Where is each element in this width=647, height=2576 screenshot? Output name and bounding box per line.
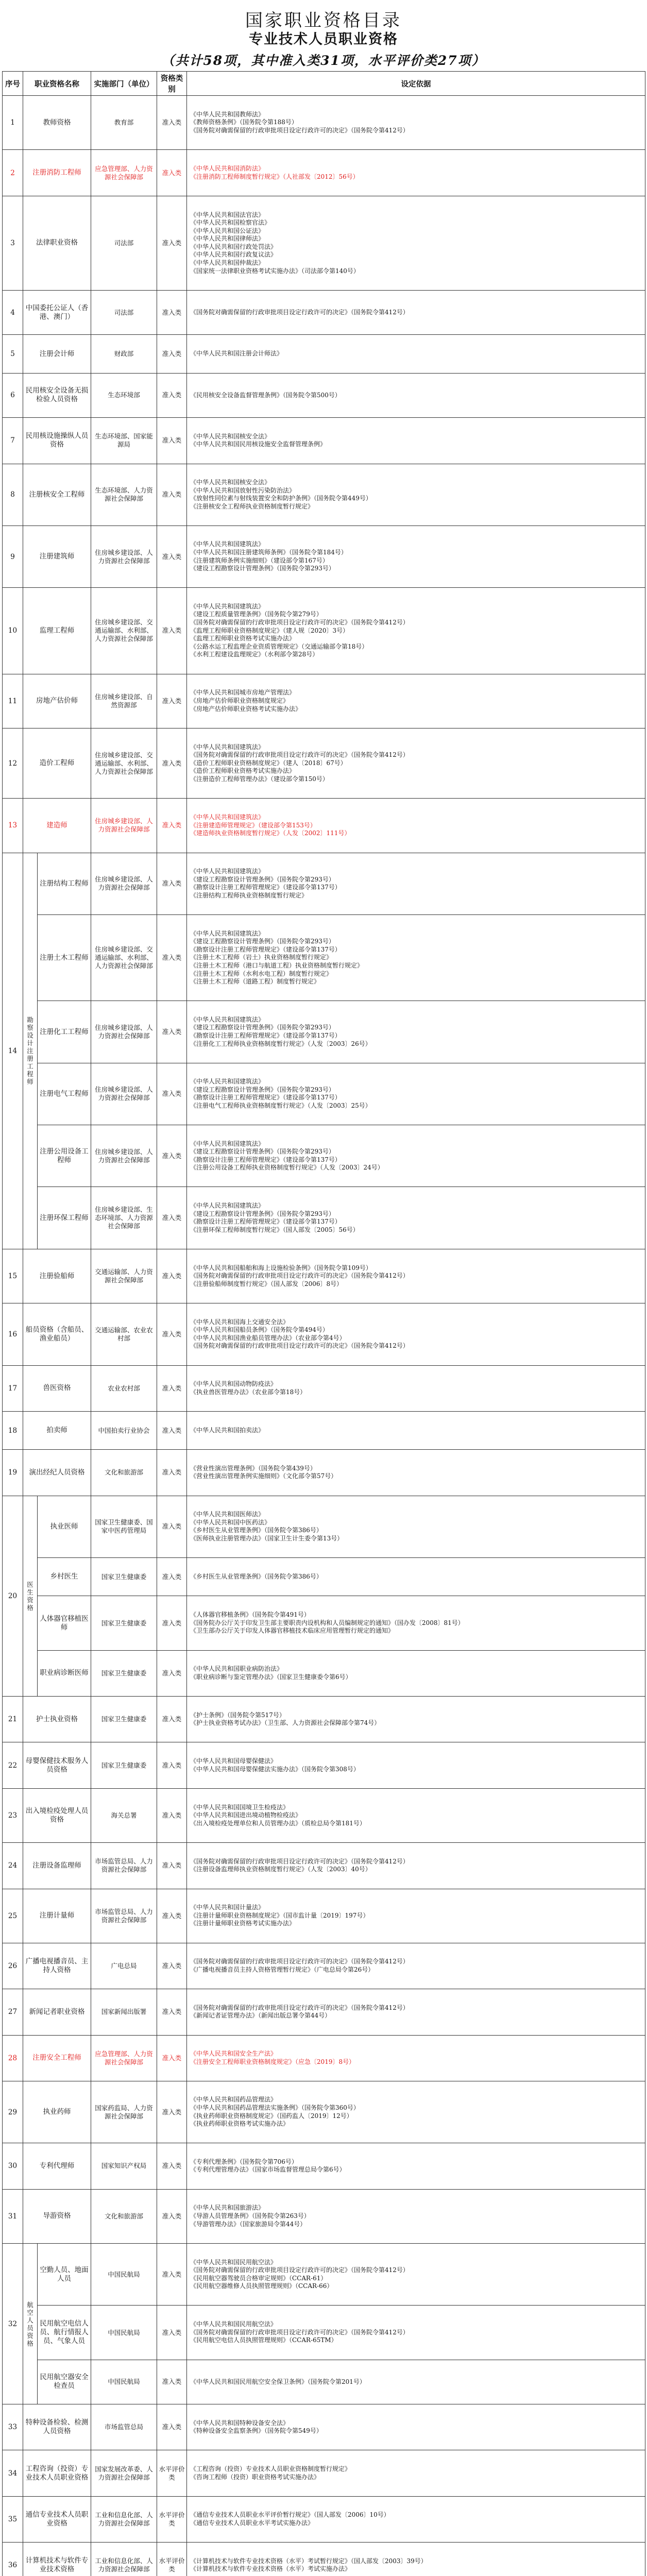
row-number: 18 — [3, 1411, 23, 1449]
department: 市场监管总局、人力资源社会保障部 — [91, 1889, 157, 1943]
qualification-name: 注册安全工程师 — [23, 2035, 91, 2081]
legal-basis: 《中华人民共和国民用航空安全保卫条例》（国务院令第201号） — [187, 2360, 645, 2404]
qualification-name: 注册建筑师 — [23, 526, 91, 587]
legal-basis: 《中华人民共和国消防法》 《注册消防工程师制度暂行规定》（人社部发〔2012〕56号） — [187, 150, 645, 196]
legal-basis: 《人体器官移植条例》（国务院令第491号） 《国务院办公厅关于印发卫生部主要职责内设机构和人员编制规定的通知》（国办发〔2008〕81号） 《卫生部办公厅关于印发人体器官移植技术临床应用管理暂行规定的通知》 — [187, 1596, 645, 1650]
qualification-name: 乡村医生 — [38, 1557, 91, 1596]
qualification-type: 准入类 — [157, 1303, 187, 1365]
row-number: 11 — [3, 674, 23, 728]
department: 国家发展改革委、人力资源社会保障部 — [91, 2450, 157, 2496]
qualification-name: 民用核设施操纵人员资格 — [23, 418, 91, 464]
qualification-name: 民用航空电信人员、航行情报人员、气象人员 — [38, 2306, 91, 2360]
legal-basis: 《中华人民共和国安全生产法》 《注册安全工程师职业资格制度规定》（应急〔2019〕8号） — [187, 2035, 645, 2081]
table-row — [3, 1557, 645, 1596]
table-row — [3, 853, 645, 914]
qualification-table — [2, 71, 645, 2576]
department: 住房城乡建设部、人力资源社会保障部 — [91, 1001, 157, 1063]
table-row — [3, 2189, 645, 2243]
legal-basis: 《专利代理条例》（国务院令第706号） 《专利代理管理办法》（国家市场监督管理总局令第6号） — [187, 2143, 645, 2189]
table-row — [3, 1411, 645, 1449]
qualification-name: 职业病诊断医师 — [38, 1650, 91, 1696]
qualification-name: 执业医师 — [38, 1496, 91, 1557]
department: 住房城乡建设部、交通运输部、水利部、人力资源社会保障部 — [91, 588, 157, 674]
qualification-name: 空勤人员、地面人员 — [38, 2244, 91, 2306]
qualification-name: 教师资格 — [23, 96, 91, 150]
table-row — [3, 291, 645, 335]
legal-basis: 《中华人民共和国核安全法》 《中华人民共和国放射性污染防治法》 《放射性同位素与射线装置安全和防护条例》（国务院令第449号） 《注册核安全工程师执业资格制度暂行规定》 — [187, 464, 645, 526]
legal-basis: 《中华人民共和国建筑法》 《国务院对确需保留的行政审批项目设定行政许可的决定》（国务院令第412号） 《造价工程师职业资格制度规定》（建人〔2018〕67号） 《造价工程师职业资格考试实施办法》 《注册造价工程师管理办法》（建设部令第150号） — [187, 728, 645, 798]
table-row — [3, 1843, 645, 1889]
qualification-name: 注册电气工程师 — [38, 1063, 91, 1125]
row-number: 22 — [3, 1742, 23, 1788]
department: 住房城乡建设部、交通运输部、水利部、人力资源社会保障部 — [91, 728, 157, 798]
row-number: 14 — [3, 853, 23, 1249]
row-number: 6 — [3, 373, 23, 417]
row-number: 26 — [3, 1943, 23, 1989]
department: 国家知识产权局 — [91, 2143, 157, 2189]
table-row — [3, 2496, 645, 2542]
qualification-type: 准入类 — [157, 335, 187, 373]
department: 住房城乡建设部、自然资源部 — [91, 674, 157, 728]
qualification-type: 准入类 — [157, 150, 187, 196]
row-number: 19 — [3, 1450, 23, 1496]
qualification-name: 注册化工工程师 — [38, 1001, 91, 1063]
table-row — [3, 588, 645, 674]
qualification-name: 母婴保健技术服务人员资格 — [23, 1742, 91, 1788]
document-summary: （共计58项，其中准入类31项，水平评价类27项） — [161, 53, 486, 68]
row-number: 13 — [3, 799, 23, 853]
legal-basis: 《中华人民共和国母婴保健法》 《中华人民共和国母婴保健法实施办法》（国务院令第308号） — [187, 1742, 645, 1788]
row-number: 25 — [3, 1889, 23, 1943]
qualification-name: 工程咨询（投资）专业技术人员职业资格 — [23, 2450, 91, 2496]
legal-basis: 《中华人民共和国建筑法》 《建设工程勘察设计管理条例》（国务院令第293号） 《勘察设计注册工程师管理规定》（建设部令第137号） 《注册化工工程师执业资格制度暂行规定》（人发〔2003〕26号） — [187, 1001, 645, 1063]
row-number: 27 — [3, 1989, 23, 2035]
department: 财政部 — [91, 335, 157, 373]
qualification-name: 执业药师 — [23, 2081, 91, 2143]
row-number: 34 — [3, 2450, 23, 2496]
legal-basis: 《中华人民共和国建筑法》 《建设工程勘察设计管理条例》（国务院令第293号） 《勘察设计注册工程师管理规定》（建设部令第137号） 《注册结构工程师执业资格制度暂行规定》 — [187, 853, 645, 914]
qualification-name: 中国委托公证人（香港、澳门） — [23, 291, 91, 335]
header-basis: 设定依据 — [187, 72, 645, 96]
qualification-name: 房地产估价师 — [23, 674, 91, 728]
department: 住房城乡建设部、生态环境部、人力资源社会保障部 — [91, 1187, 157, 1249]
department: 交通运输部、农业农村部 — [91, 1303, 157, 1365]
department: 住房城乡建设部、人力资源社会保障部 — [91, 853, 157, 914]
qualification-name: 注册验船师 — [23, 1249, 91, 1303]
table-row — [3, 1063, 645, 1125]
department: 应急管理部、人力资源社会保障部 — [91, 2035, 157, 2081]
row-number: 33 — [3, 2404, 23, 2450]
row-number: 24 — [3, 1843, 23, 1889]
row-number: 17 — [3, 1365, 23, 1411]
legal-basis: 《通信专业技术人员职业水平评价暂行规定》（国人部发〔2006〕10号） 《通信专业技术人员职业水平考试实施办法》 — [187, 2496, 645, 2542]
row-number: 36 — [3, 2543, 23, 2576]
qualification-name: 注册会计师 — [23, 335, 91, 373]
legal-basis: 《中华人民共和国国境卫生检疫法》 《中华人民共和国进出境动植物检疫法》 《出入境检疫处理单位和人员管理办法》（质检总局令第181号） — [187, 1788, 645, 1842]
legal-basis: 《中华人民共和国计量法》 《注册计量师职业资格制度规定》（国市监计量〔2019〕197号） 《注册计量师职业资格考试实施办法》 — [187, 1889, 645, 1943]
qualification-type: 水平评价类 — [157, 2450, 187, 2496]
qualification-name: 注册公用设备工程师 — [38, 1125, 91, 1187]
qualification-name: 船员资格（含船员、渔业船员） — [23, 1303, 91, 1365]
qualification-type: 准入类 — [157, 1411, 187, 1449]
department: 海关总署 — [91, 1788, 157, 1842]
department: 教育部 — [91, 96, 157, 150]
qualification-name: 兽医资格 — [23, 1365, 91, 1411]
qualification-name: 民用航空器安全检查员 — [38, 2360, 91, 2404]
table-row — [3, 1650, 645, 1696]
row-number: 12 — [3, 728, 23, 798]
qualification-type: 准入类 — [157, 853, 187, 914]
legal-basis: 《中华人民共和国建筑法》 《建设工程勘察设计管理条例》（国务院令第293号） 《勘察设计注册工程师管理规定》（建设部令第137号） 《注册土木工程师（岩土）执业资格制度暂行规定》 《注册土木工程师（港口与航道工程）执业资格制度暂行规定》 《注册土木工程师（水利水电工程）制度暂行规定》 《注册土木工程师（道路工程）制度暂行规定》 — [187, 915, 645, 1001]
legal-basis: 《中华人民共和国动物防疫法》 《执业兽医管理办法》（农业部令第18号） — [187, 1365, 645, 1411]
qualification-type: 准入类 — [157, 1365, 187, 1411]
qualification-type: 水平评价类 — [157, 2496, 187, 2542]
qualification-name: 新闻记者职业资格 — [23, 1989, 91, 2035]
legal-basis: 《中华人民共和国船舶和海上设施检验条例》（国务院令第109号） 《国务院对确需保留的行政审批项目设定行政许可的决定》（国务院令第412号） 《注册验船师制度暂行规定》（国人部发〔2006〕8号） — [187, 1249, 645, 1303]
table-header-row — [3, 72, 645, 96]
qualification-name: 出入境检疫处理人员资格 — [23, 1788, 91, 1842]
department: 国家新闻出版署 — [91, 1989, 157, 2035]
legal-basis: 《中华人民共和国建筑法》 《中华人民共和国注册建筑师条例》（国务院令第184号） 《注册建筑师条例实施细则》（建设部令第167号） 《建设工程勘察设计管理条例》（国务院令第293号） — [187, 526, 645, 587]
department: 中国拍卖行业协会 — [91, 1411, 157, 1449]
legal-basis: 《民用核安全设备监督管理条例》（国务院令第500号） — [187, 373, 645, 417]
header-dept: 实施部门（单位） — [91, 72, 157, 96]
document-title: 国家职业资格目录 — [245, 10, 402, 31]
qualification-type: 准入类 — [157, 728, 187, 798]
table-body — [3, 96, 645, 2576]
row-number: 23 — [3, 1788, 23, 1842]
department: 国家卫生健康委 — [91, 1697, 157, 1742]
legal-basis: 《中华人民共和国职业病防治法》 《职业病诊断与鉴定管理办法》（国家卫生健康委令第6号） — [187, 1650, 645, 1696]
table-row — [3, 2244, 645, 2306]
department: 国家卫生健康委 — [91, 1650, 157, 1696]
table-row — [3, 728, 645, 798]
qualification-type: 准入类 — [157, 1742, 187, 1788]
department: 住房城乡建设部、交通运输部、水利部、人力资源社会保障部 — [91, 915, 157, 1001]
qualification-type: 准入类 — [157, 1125, 187, 1187]
qualification-type: 准入类 — [157, 464, 187, 526]
department: 司法部 — [91, 291, 157, 335]
table-row — [3, 915, 645, 1001]
row-number: 35 — [3, 2496, 23, 2542]
row-number: 3 — [3, 196, 23, 290]
table-row — [3, 1788, 645, 1842]
category-name: 勘察设计注册工程师 — [23, 853, 38, 1249]
qualification-name: 专利代理师 — [23, 2143, 91, 2189]
qualification-type: 准入类 — [157, 1450, 187, 1496]
row-number: 1 — [3, 96, 23, 150]
qualification-type: 准入类 — [157, 799, 187, 853]
table-row — [3, 1496, 645, 1557]
qualification-type: 准入类 — [157, 1249, 187, 1303]
table-row — [3, 2543, 645, 2576]
table-row — [3, 799, 645, 853]
department: 市场监管总局 — [91, 2404, 157, 2450]
legal-basis: 《中华人民共和国拍卖法》 — [187, 1411, 645, 1449]
qualification-type: 准入类 — [157, 2404, 187, 2450]
legal-basis: 《中华人民共和国医师法》 《中华人民共和国中医药法》 《乡村医生从业管理条例》（国务院令第386号） 《医师执业注册管理办法》（国家卫生计生委令第13号） — [187, 1496, 645, 1557]
qualification-type: 准入类 — [157, 2244, 187, 2306]
qualification-type: 准入类 — [157, 915, 187, 1001]
legal-basis: 《国务院对确需保留的行政审批项目设定行政许可的决定》（国务院令第412号） — [187, 291, 645, 335]
legal-basis: 《国务院对确需保留的行政审批项目设定行政许可的决定》（国务院令第412号） 《新闻记者证管理办法》（新闻出版总署令第44号） — [187, 1989, 645, 2035]
table-row — [3, 2035, 645, 2081]
department: 农业农村部 — [91, 1365, 157, 1411]
department: 国家卫生健康委 — [91, 1742, 157, 1788]
row-number: 9 — [3, 526, 23, 587]
qualification-name: 特种设备检验、检测人员资格 — [23, 2404, 91, 2450]
qualification-type: 准入类 — [157, 418, 187, 464]
legal-basis: 《工程咨询（投资）专业技术人员职业资格制度暂行规定》 《咨询工程师（投资）职业资格考试实施办法》 — [187, 2450, 645, 2496]
table-row — [3, 2081, 645, 2143]
qualification-name: 护士执业资格 — [23, 1697, 91, 1742]
table-row — [3, 373, 645, 417]
table-row — [3, 464, 645, 526]
table-row — [3, 2306, 645, 2360]
category-name: 医生资格 — [23, 1496, 38, 1696]
department: 住房城乡建设部、人力资源社会保障部 — [91, 526, 157, 587]
qualification-type: 准入类 — [157, 1557, 187, 1596]
department: 交通运输部、人力资源社会保障部 — [91, 1249, 157, 1303]
table-row — [3, 1943, 645, 1989]
legal-basis: 《营业性演出管理条例》（国务院令第439号） 《营业性演出管理条例实施细则》（文化部令第57号） — [187, 1450, 645, 1496]
legal-basis: 《中华人民共和国建筑法》 《建设工程质量管理条例》（国务院令第279号） 《国务院对确需保留的行政审批项目设定行政许可的决定》（国务院令第412号） 《监理工程师职业资格制度规定》（建人规〔2020〕3号） 《监理工程师职业资格考试实施办法》 《公路水运工程监理企业资质管理规定》（交通运输部令第18号） 《水利工程建设监理规定》（水利部令第28号） — [187, 588, 645, 674]
table-row — [3, 335, 645, 373]
qualification-type: 准入类 — [157, 2360, 187, 2404]
qualification-type: 准入类 — [157, 1788, 187, 1842]
table-row — [3, 2360, 645, 2404]
row-number: 8 — [3, 464, 23, 526]
header-no: 序号 — [3, 72, 23, 96]
row-number: 32 — [3, 2244, 23, 2404]
row-number: 5 — [3, 335, 23, 373]
department: 市场监管总局、人力资源社会保障部 — [91, 1843, 157, 1889]
qualification-type: 准入类 — [157, 1889, 187, 1943]
row-number: 15 — [3, 1249, 23, 1303]
department: 应急管理部、人力资源社会保障部 — [91, 150, 157, 196]
department: 工业和信息化部、人力资源社会保障部 — [91, 2496, 157, 2542]
qualification-type: 准入类 — [157, 1697, 187, 1742]
table-row — [3, 150, 645, 196]
table-row — [3, 1450, 645, 1496]
table-row — [3, 1365, 645, 1411]
legal-basis: 《中华人民共和国民用航空法》 《国务院对确需保留的行政审批项目设定行政许可的决定》（国务院令第412号） 《民用航空器驾驶员合格审定规则》（CCAR-61） 《民用航空器维修人员执照管理规则》（CCAR-66） — [187, 2244, 645, 2306]
qualification-type: 准入类 — [157, 2306, 187, 2360]
title-block — [0, 0, 647, 71]
qualification-type: 准入类 — [157, 1496, 187, 1557]
legal-basis: 《中华人民共和国核安全法》 《中华人民共和国民用核设施安全监督管理条例》 — [187, 418, 645, 464]
qualification-name: 计算机技术与软件专业技术资格 — [23, 2543, 91, 2576]
legal-basis: 《护士条例》（国务院令第517号） 《护士执业资格考试办法》（卫生部、人力资源社会保障部令第74号） — [187, 1697, 645, 1742]
qualification-type: 准入类 — [157, 96, 187, 150]
category-name: 航空人员资格 — [23, 2244, 38, 2404]
department: 中国民航局 — [91, 2360, 157, 2404]
legal-basis: 《中华人民共和国特种设备安全法》 《特种设备安全监察条例》（国务院令第549号） — [187, 2404, 645, 2450]
qualification-type: 准入类 — [157, 526, 187, 587]
legal-basis: 《中华人民共和国民用航空法》 《国务院对确需保留的行政审批项目设定行政许可的决定》（国务院令第412号） 《民用航空电信人员执照管理规则》（CCAR-65TM） — [187, 2306, 645, 2360]
row-number: 20 — [3, 1496, 23, 1696]
table-row — [3, 1249, 645, 1303]
department: 国家卫生健康委 — [91, 1596, 157, 1650]
table-row — [3, 1989, 645, 2035]
department: 工业和信息化部、人力资源社会保障部 — [91, 2543, 157, 2576]
legal-basis: 《中华人民共和国建筑法》 《建设工程勘察设计管理条例》（国务院令第293号） 《勘察设计注册工程师管理规定》（建设部令第137号） 《注册电气工程师执业资格制度暂行规定》（人发〔2003〕25号） — [187, 1063, 645, 1125]
legal-basis: 《中华人民共和国建筑法》 《建设工程勘察设计管理条例》（国务院令第293号） 《勘察设计注册工程师管理规定》（建设部令第137号） 《注册公用设备工程师执业资格制度暂行规定》（人发〔2003〕24号） — [187, 1125, 645, 1187]
qualification-type: 准入类 — [157, 291, 187, 335]
row-number: 2 — [3, 150, 23, 196]
department: 中国民航局 — [91, 2244, 157, 2306]
table-row — [3, 418, 645, 464]
row-number: 7 — [3, 418, 23, 464]
table-row — [3, 1187, 645, 1249]
qualification-type: 准入类 — [157, 2143, 187, 2189]
qualification-name: 注册结构工程师 — [38, 853, 91, 914]
qualification-name: 人体器官移植医师 — [38, 1596, 91, 1650]
table-row — [3, 2143, 645, 2189]
legal-basis: 《中华人民共和国海上交通安全法》 《中华人民共和国船员条例》（国务院令第494号） 《中华人民共和国渔业船员管理办法》（农业部令第4号） 《国务院对确需保留的行政审批项目设定行政许可的决定》（国务院令第412号） — [187, 1303, 645, 1365]
qualification-name: 注册环保工程师 — [38, 1187, 91, 1249]
table-row — [3, 674, 645, 728]
qualification-type: 准入类 — [157, 1943, 187, 1989]
legal-basis: 《中华人民共和国药品管理法》 《中华人民共和国药品管理法实施条例》（国务院令第360号） 《执业药师职业资格制度规定》（国药监人〔2019〕12号） 《执业药师职业资格考试实施办法》 — [187, 2081, 645, 2143]
table-row — [3, 2404, 645, 2450]
qualification-type: 准入类 — [157, 1650, 187, 1696]
qualification-name: 导游资格 — [23, 2189, 91, 2243]
legal-basis: 《中华人民共和国建筑法》 《建设工程勘察设计管理条例》（国务院令第293号） 《勘察设计注册工程师管理规定》（建设部令第137号） 《注册环保工程师制度暂行规定》（国人部发〔2005〕56号） — [187, 1187, 645, 1249]
legal-basis: 《中华人民共和国旅游法》 《导游人员管理条例》（国务院令第263号） 《导游管理办法》（国家旅游局令第44号） — [187, 2189, 645, 2243]
legal-basis: 《中华人民共和国教师法》 《教师资格条例》（国务院令第188号） 《国务院对确需保留的行政审批项目设定行政许可的决定》（国务院令第412号） — [187, 96, 645, 150]
qualification-type: 准入类 — [157, 1596, 187, 1650]
department: 文化和旅游部 — [91, 1450, 157, 1496]
header-name: 职业资格名称 — [23, 72, 91, 96]
legal-basis: 《中华人民共和国城市房地产管理法》 《房地产估价师职业资格制度规定》 《房地产估价师职业资格考试实施办法》 — [187, 674, 645, 728]
row-number: 10 — [3, 588, 23, 674]
row-number: 30 — [3, 2143, 23, 2189]
qualification-name: 广播电视播音员、主持人资格 — [23, 1943, 91, 1989]
row-number: 29 — [3, 2081, 23, 2143]
legal-basis: 《乡村医生从业管理条例》（国务院令第386号） — [187, 1557, 645, 1596]
qualification-type: 准入类 — [157, 1187, 187, 1249]
table-row — [3, 1001, 645, 1063]
qualification-name: 建造师 — [23, 799, 91, 853]
table-row — [3, 1697, 645, 1742]
department: 住房城乡建设部、人力资源社会保障部 — [91, 1125, 157, 1187]
legal-basis: 《国务院对确需保留的行政审批项目设定行政许可的决定》（国务院令第412号） 《注册设备监理师执业资格制度暂行规定》（人发〔2003〕40号） — [187, 1843, 645, 1889]
row-number: 4 — [3, 291, 23, 335]
qualification-name: 注册设备监理师 — [23, 1843, 91, 1889]
row-number: 28 — [3, 2035, 23, 2081]
department: 住房城乡建设部、人力资源社会保障部 — [91, 799, 157, 853]
qualification-type: 准入类 — [157, 1989, 187, 2035]
qualification-name: 注册计量师 — [23, 1889, 91, 1943]
qualification-type: 准入类 — [157, 1001, 187, 1063]
department: 广电总局 — [91, 1943, 157, 1989]
qualification-type: 准入类 — [157, 588, 187, 674]
department: 国家卫生健康委 — [91, 1557, 157, 1596]
legal-basis: 《中华人民共和国法官法》 《中华人民共和国检察官法》 《中华人民共和国公证法》 《中华人民共和国律师法》 《中华人民共和国行政处罚法》 《中华人民共和国行政复议法》 《中华人民共和国仲裁法》 《国家统一法律职业资格考试实施办法》（司法部令第140号） — [187, 196, 645, 290]
qualification-type: 准入类 — [157, 2035, 187, 2081]
department: 司法部 — [91, 196, 157, 290]
department: 住房城乡建设部、人力资源社会保障部 — [91, 1063, 157, 1125]
table-row — [3, 1742, 645, 1788]
department: 国家药监局、人力资源社会保障部 — [91, 2081, 157, 2143]
department: 生态环境部 — [91, 373, 157, 417]
document-subtitle: 专业技术人员职业资格 — [249, 31, 398, 47]
qualification-name: 演出经纪人员资格 — [23, 1450, 91, 1496]
qualification-name: 注册消防工程师 — [23, 150, 91, 196]
department: 生态环境部、人力资源社会保障部 — [91, 464, 157, 526]
row-number: 31 — [3, 2189, 23, 2243]
row-number: 16 — [3, 1303, 23, 1365]
table-row — [3, 1125, 645, 1187]
qualification-type: 准入类 — [157, 674, 187, 728]
department: 文化和旅游部 — [91, 2189, 157, 2243]
qualification-type: 准入类 — [157, 2081, 187, 2143]
qualification-type: 准入类 — [157, 2189, 187, 2243]
row-number: 21 — [3, 1697, 23, 1742]
qualification-type: 水平评价类 — [157, 2543, 187, 2576]
table-row — [3, 526, 645, 587]
qualification-type: 准入类 — [157, 1843, 187, 1889]
qualification-name: 通信专业技术人员职业资格 — [23, 2496, 91, 2542]
qualification-name: 注册核安全工程师 — [23, 464, 91, 526]
qualification-name: 法律职业资格 — [23, 196, 91, 290]
table-row — [3, 2450, 645, 2496]
legal-basis: 《计算机技术与软件专业技术资格（水平）考试暂行规定》（国人部发〔2003〕39号） 《计算机技术与软件专业技术资格（水平）考试实施办法》 — [187, 2543, 645, 2576]
table-row — [3, 96, 645, 150]
legal-basis: 《国务院对确需保留的行政审批项目设定行政许可的决定》（国务院令第412号） 《广播电视播音员主持人资格管理暂行规定》（广电总局令第26号） — [187, 1943, 645, 1989]
qualification-type: 准入类 — [157, 196, 187, 290]
qualification-name: 拍卖师 — [23, 1411, 91, 1449]
legal-basis: 《中华人民共和国建筑法》 《注册建造师管理规定》（建设部令第153号） 《建造师执业资格制度暂行规定》（人发〔2002〕111号） — [187, 799, 645, 853]
qualification-type: 准入类 — [157, 1063, 187, 1125]
legal-basis: 《中华人民共和国注册会计师法》 — [187, 335, 645, 373]
table-row — [3, 196, 645, 290]
table-row — [3, 1889, 645, 1943]
qualification-name: 监理工程师 — [23, 588, 91, 674]
qualification-name: 民用核安全设备无损检验人员资格 — [23, 373, 91, 417]
department: 中国民航局 — [91, 2306, 157, 2360]
qualification-type: 准入类 — [157, 373, 187, 417]
table-row — [3, 1303, 645, 1365]
department: 国家卫生健康委、国家中医药管理局 — [91, 1496, 157, 1557]
department: 生态环境部、国家能源局 — [91, 418, 157, 464]
qualification-name: 造价工程师 — [23, 728, 91, 798]
header-type: 资格类别 — [157, 72, 187, 96]
table-row — [3, 1596, 645, 1650]
qualification-name: 注册土木工程师 — [38, 915, 91, 1001]
